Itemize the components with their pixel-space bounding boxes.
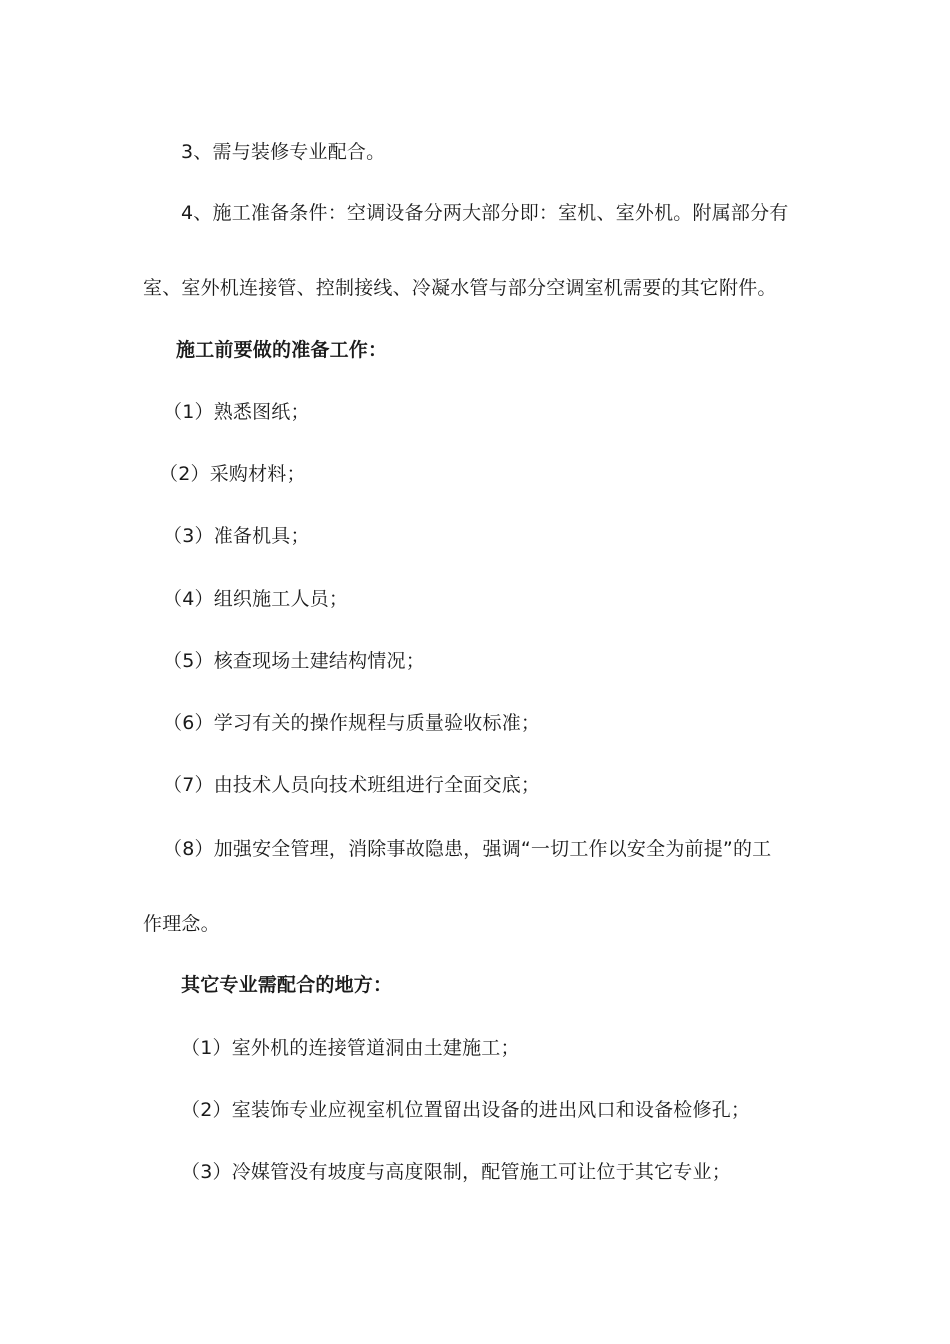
- coord-item-1: （1）室外机的连接管道洞由土建施工；: [181, 1037, 520, 1059]
- prep-item-4: （4）组织施工人员；: [163, 588, 349, 610]
- prep-item-7: （7）由技术人员向技术班组进行全面交底；: [163, 774, 541, 796]
- coord-heading: 其它专业需配合的地方：: [181, 974, 393, 996]
- item-4-text-line1: 4、施工准备条件：空调设备分两大部分即：室机、室外机。附属部分有: [181, 202, 789, 224]
- prep-item-8-line1: （8）加强安全管理，消除事故隐患，强调“一切工作以安全为前提”的工: [163, 838, 772, 860]
- coord-item-2: （2）室装饰专业应视室机位置留出设备的进出风口和设备检修孔；: [181, 1099, 751, 1121]
- prep-item-5: （5）核查现场土建结构情况；: [163, 650, 425, 672]
- item-4-text-line2: 室、室外机连接管、控制接线、冷凝水管与部分空调室机需要的其它附件。: [143, 277, 777, 299]
- prep-item-8-line2: 作理念。: [143, 913, 220, 935]
- prep-item-3: （3）准备机具；: [163, 525, 310, 547]
- prep-item-6: （6）学习有关的操作规程与质量验收标准；: [163, 712, 541, 734]
- item-3-text: 3、需与装修专业配合。: [181, 141, 386, 163]
- prep-item-2: （2）采购材料；: [159, 463, 306, 485]
- prep-heading: 施工前要做的准备工作：: [176, 339, 388, 361]
- coord-item-3: （3）冷媒管没有坡度与高度限制，配管施工可让位于其它专业；: [181, 1161, 731, 1183]
- prep-item-1: （1）熟悉图纸；: [163, 401, 310, 423]
